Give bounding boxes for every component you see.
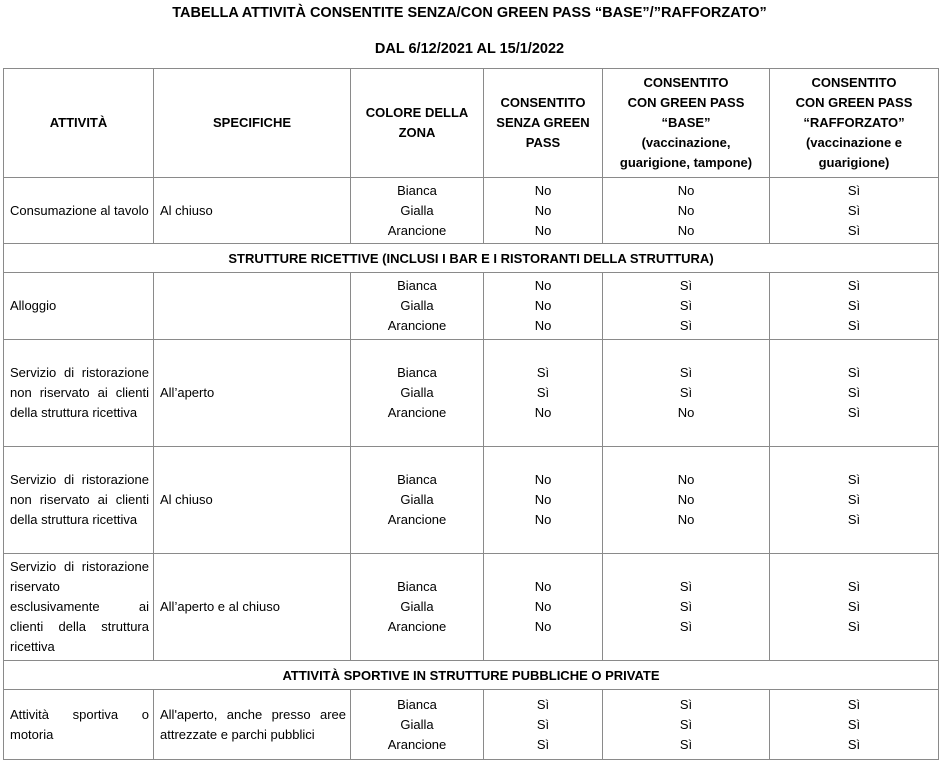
base-cell <box>603 554 770 661</box>
base-value: Sì <box>679 579 693 594</box>
header-row <box>4 69 939 178</box>
base-cell <box>603 340 770 447</box>
specifiche-cell: Al chiuso <box>154 178 351 244</box>
rafforzato-cell <box>770 690 939 760</box>
base-cell <box>603 690 770 760</box>
attivita-cell: Servizio di ristorazione riservato esclusivamente ai clienti della struttura ricettiva <box>4 554 154 661</box>
section-row <box>4 244 939 273</box>
senza-value: No <box>534 512 552 527</box>
zone-cell <box>351 273 484 340</box>
senza-cell <box>484 690 603 760</box>
base-value: Sì <box>679 716 693 732</box>
attivita-cell: Alloggio <box>4 273 154 340</box>
zone-value: Gialla <box>400 385 434 400</box>
attivita-cell: Servizio di ristorazione non riservato ai clienti della struttura ricettiva <box>4 447 154 554</box>
header-base-line: CONSENTITO <box>643 75 729 90</box>
header-base-line: (vaccinazione, <box>641 135 731 150</box>
rafforzato-value: Sì <box>847 579 861 594</box>
attivita-cell: Consumazione al tavolo <box>4 178 154 244</box>
base-value: Sì <box>679 736 693 752</box>
zone-cell <box>351 340 484 447</box>
base-value: Sì <box>679 696 693 712</box>
zone-cell <box>351 447 484 554</box>
header-colore <box>351 69 484 178</box>
senza-value: Sì <box>536 716 550 732</box>
senza-value: No <box>534 222 552 238</box>
header-base-line: CON GREEN PASS <box>627 95 745 110</box>
rafforzato-cell <box>770 447 939 554</box>
senza-value: Sì <box>536 696 550 712</box>
activities-table <box>3 68 939 760</box>
base-value: No <box>677 182 695 198</box>
senza-cell <box>484 447 603 554</box>
base-value: No <box>677 202 695 218</box>
header-rafforzato-line: (vaccinazione e <box>805 135 903 150</box>
header-rafforzato <box>770 69 939 178</box>
zone-value: Bianca <box>397 365 437 380</box>
header-specifiche: SPECIFICHE <box>154 69 351 178</box>
table-row <box>4 340 939 447</box>
zone-value: Bianca <box>397 182 437 198</box>
zone-value: Bianca <box>397 696 437 712</box>
senza-value: Sì <box>536 736 550 752</box>
rafforzato-value: Sì <box>847 472 861 487</box>
rafforzato-value: Sì <box>847 512 861 527</box>
section-strutture-ricettive: STRUTTURE RICETTIVE (INCLUSI I BAR E I RISTORANTI DELLA STRUTTURA) <box>4 244 939 273</box>
document-title: TABELLA ATTIVITÀ CONSENTITE SENZA/CON GREEN PASS “BASE”/”RAFFORZATO” <box>172 5 767 21</box>
zone-value: Gialla <box>400 492 434 507</box>
base-cell <box>603 178 770 244</box>
senza-value: Sì <box>536 385 550 400</box>
header-colore-line: COLORE DELLA <box>365 105 469 120</box>
rafforzato-value: Sì <box>847 599 861 614</box>
senza-value: No <box>534 619 552 634</box>
base-value: No <box>677 222 695 238</box>
base-value: No <box>677 492 695 507</box>
zone-cell <box>351 178 484 244</box>
senza-value: No <box>534 405 552 420</box>
header-attivita: ATTIVITÀ <box>4 69 154 178</box>
base-value: Sì <box>679 318 693 333</box>
table-row <box>4 178 939 244</box>
rafforzato-value: Sì <box>847 405 861 420</box>
senza-value: No <box>534 472 552 487</box>
zone-value: Arancione <box>387 512 447 527</box>
header-rafforzato-line: guarigione) <box>818 155 890 170</box>
senza-value: No <box>534 298 552 313</box>
zone-value: Gialla <box>400 599 434 614</box>
zone-value: Arancione <box>387 222 447 238</box>
specifiche-cell: All'aperto, anche presso aree attrezzate e parchi pubblici <box>154 690 351 760</box>
zone-cell <box>351 554 484 661</box>
base-value: No <box>677 512 695 527</box>
header-rafforzato-line: CONSENTITO <box>811 75 897 90</box>
rafforzato-cell <box>770 340 939 447</box>
attivita-cell: Attività sportiva o motoria <box>4 690 154 760</box>
senza-value: No <box>534 182 552 198</box>
section-row <box>4 661 939 690</box>
base-value: Sì <box>679 278 693 293</box>
zone-cell <box>351 690 484 760</box>
rafforzato-value: Sì <box>847 222 861 238</box>
rafforzato-value: Sì <box>847 182 861 198</box>
attivita-cell: Servizio di ristorazione non riservato ai clienti della struttura ricettiva <box>4 340 154 447</box>
document-subtitle: DAL 6/12/2021 AL 15/1/2022 <box>374 41 565 57</box>
table-row <box>4 273 939 340</box>
senza-cell <box>484 178 603 244</box>
specifiche-cell: All’aperto <box>154 340 351 447</box>
zone-value: Arancione <box>387 736 447 752</box>
specifiche-cell <box>154 273 351 340</box>
rafforzato-value: Sì <box>847 318 861 333</box>
rafforzato-value: Sì <box>847 696 861 712</box>
base-value: Sì <box>679 365 693 380</box>
rafforzato-value: Sì <box>847 278 861 293</box>
senza-value: No <box>534 492 552 507</box>
base-value: Sì <box>679 298 693 313</box>
zone-value: Bianca <box>397 579 437 594</box>
senza-value: Sì <box>536 365 550 380</box>
zone-value: Gialla <box>400 716 434 732</box>
header-senza <box>484 69 603 178</box>
rafforzato-value: Sì <box>847 365 861 380</box>
zone-value: Bianca <box>397 278 437 293</box>
zone-value: Arancione <box>387 619 447 634</box>
base-value: Sì <box>679 619 693 634</box>
zone-value: Bianca <box>397 472 437 487</box>
header-base <box>603 69 770 178</box>
zone-value: Arancione <box>387 318 447 333</box>
rafforzato-cell <box>770 554 939 661</box>
rafforzato-value: Sì <box>847 385 861 400</box>
rafforzato-value: Sì <box>847 716 861 732</box>
table-row <box>4 690 939 760</box>
header-colore-line: ZONA <box>398 125 436 140</box>
section-attivita-sportive: ATTIVITÀ SPORTIVE IN STRUTTURE PUBBLICHE O PRIVATE <box>4 661 939 690</box>
zone-value: Arancione <box>387 405 447 420</box>
specifiche-cell: Al chiuso <box>154 447 351 554</box>
table-row <box>4 554 939 661</box>
senza-value: No <box>534 278 552 293</box>
senza-value: No <box>534 579 552 594</box>
senza-cell <box>484 554 603 661</box>
base-value: Sì <box>679 385 693 400</box>
base-value: Sì <box>679 599 693 614</box>
table-row <box>4 447 939 554</box>
senza-value: No <box>534 318 552 333</box>
rafforzato-value: Sì <box>847 619 861 634</box>
base-value: No <box>677 472 695 487</box>
senza-cell <box>484 340 603 447</box>
header-senza-line: PASS <box>525 135 561 150</box>
header-senza-line: CONSENTITO <box>500 95 586 110</box>
senza-value: No <box>534 599 552 614</box>
rafforzato-value: Sì <box>847 202 861 218</box>
header-rafforzato-line: “RAFFORZATO” <box>803 115 905 130</box>
header-base-line: guarigione, tampone) <box>619 155 753 170</box>
header-rafforzato-line: CON GREEN PASS <box>795 95 913 110</box>
senza-cell <box>484 273 603 340</box>
senza-value: No <box>534 202 552 218</box>
zone-value: Gialla <box>400 202 434 218</box>
rafforzato-value: Sì <box>847 298 861 313</box>
header-senza-line: SENZA GREEN <box>496 115 590 130</box>
specifiche-cell: All’aperto e al chiuso <box>154 554 351 661</box>
header-base-line: “BASE” <box>661 115 711 130</box>
rafforzato-value: Sì <box>847 492 861 507</box>
rafforzato-cell <box>770 273 939 340</box>
base-value: No <box>677 405 695 420</box>
base-cell <box>603 447 770 554</box>
base-cell <box>603 273 770 340</box>
rafforzato-cell <box>770 178 939 244</box>
rafforzato-value: Sì <box>847 736 861 752</box>
zone-value: Gialla <box>400 298 434 313</box>
